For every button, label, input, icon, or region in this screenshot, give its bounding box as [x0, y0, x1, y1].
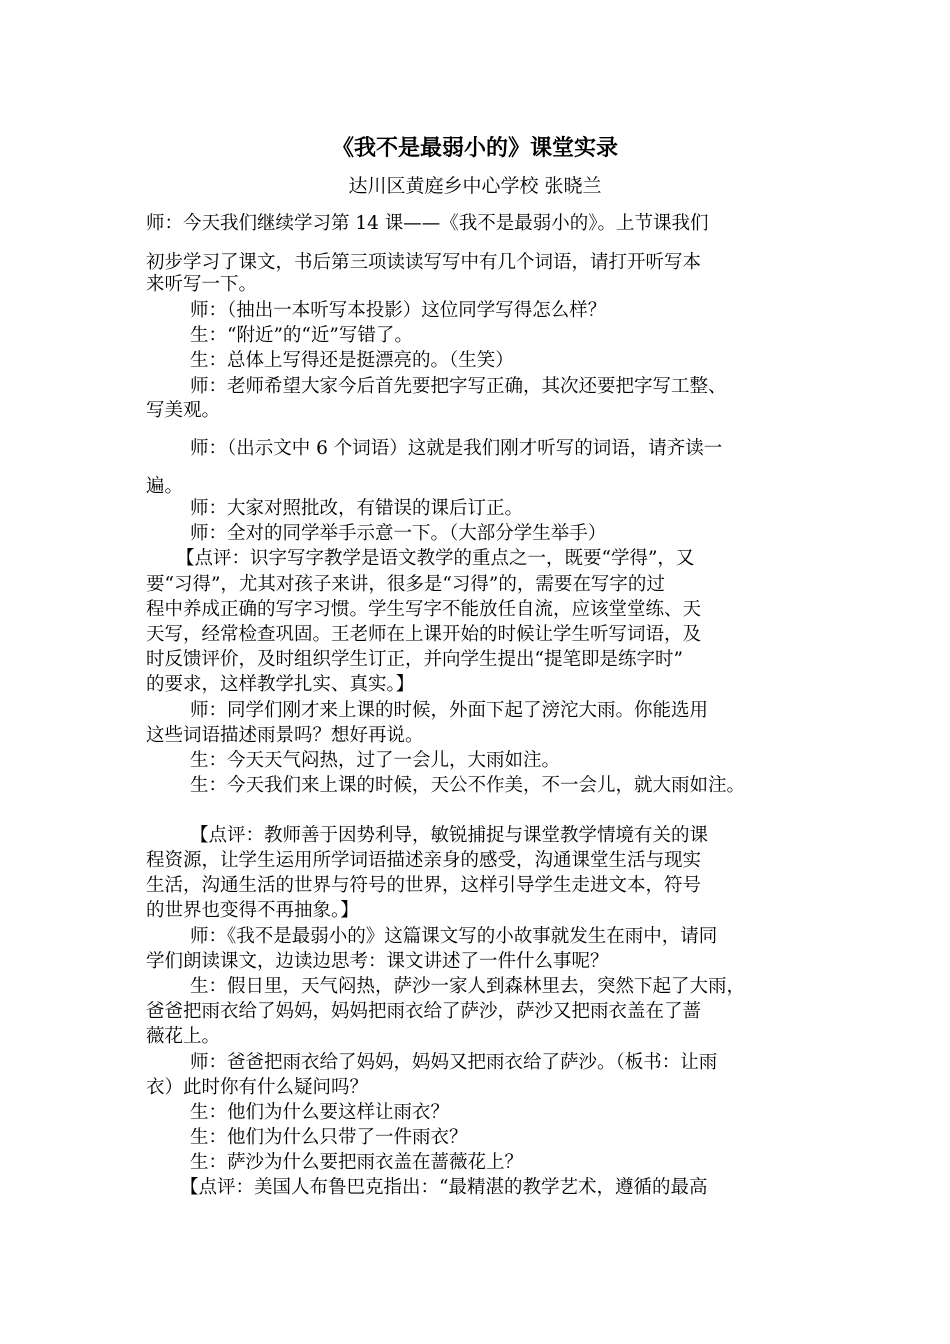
text-line: 师：（抽出一本听写本投影）这位同学写得怎么样？ — [190, 300, 607, 321]
text-line: 时反馈评价，及时组织学生订正，并向学生提出“提笔即是练字时” — [146, 649, 683, 670]
text-line: 【点评：教师善于因势利导，敏锐捕捉与课堂教学情境有关的课 — [190, 825, 709, 846]
text-line: 来听写一下。 — [146, 274, 258, 295]
text-line: 师：（出示文中 6 个词语）这就是我们刚才听写的词语，请齐读一 — [190, 438, 723, 459]
text-line: 衣）此时你有什么疑问吗？ — [146, 1077, 369, 1098]
text-line: 【点评：美国人布鲁巴克指出：“最精湛的教学艺术，遵循的最高 — [180, 1177, 708, 1198]
text-line: 程资源，让学生运用所学词语描述亲身的感受，沟通课堂生活与现实 — [146, 850, 702, 871]
text-line: 生：总体上写得还是挺漂亮的。（生笑） — [190, 350, 514, 371]
text-line: 生：萨沙为什么要把雨衣盖在蔷薇花上？ — [190, 1152, 524, 1173]
text-line: 薇花上。 — [146, 1026, 221, 1047]
text-line: 师：老师希望大家今后首先要把字写正确，其次还要把字写工整、 — [190, 376, 727, 397]
text-line: 程中养成正确的写字习惯。学生写字不能放任自流，应该堂堂练、天 — [146, 599, 702, 620]
text-line: 学们朗读课文，边读边思考：课文讲述了一件什么事呢？ — [146, 951, 609, 972]
text-line: 天写，经常检查巩固。王老师在上课开始的时候让学生听写词语，及 — [146, 624, 702, 645]
text-line: 生：今天天气闷热，过了一会儿，大雨如注。 — [190, 750, 561, 771]
text-line: 写美观。 — [146, 400, 221, 421]
text-line: 遍。 — [146, 476, 184, 497]
text-line: 要“习得”，尤其对孩子来讲，很多是“习得”的，需要在写字的过 — [146, 574, 665, 595]
text-line: 生：“附近”的“近”写错了。 — [190, 325, 413, 346]
text-line: 初步学习了课文，书后第三项读读写写中有几个词语，请打开听写本 — [146, 252, 702, 273]
text-line: 师：《我不是最弱小的》这篇课文写的小故事就发生在雨中，请同 — [190, 926, 718, 947]
text-line: 师：全对的同学举手示意一下。（大部分学生举手） — [190, 523, 607, 544]
text-line: 师：大家对照批改，有错误的课后订正。 — [190, 498, 524, 519]
text-line: 生：今天我们来上课的时候，天公不作美，不一会儿，就大雨如注。 — [190, 775, 746, 796]
document-author: 达川区黄庭乡中心学校 张晓兰 — [348, 175, 602, 197]
text-line: 生：他们为什么要这样让雨衣？ — [190, 1102, 450, 1123]
document-title: 《我不是最弱小的》课堂实录 — [331, 136, 618, 161]
text-line: 这些词语描述雨景吗？想好再说。 — [146, 725, 424, 746]
text-line: 爸爸把雨衣给了妈妈，妈妈把雨衣给了萨沙，萨沙又把雨衣盖在了蔷 — [146, 1001, 702, 1022]
text-line: 师：同学们刚才来上课的时候，外面下起了滂沱大雨。你能选用 — [190, 700, 709, 721]
text-line: 师：今天我们继续学习第 14 课——《我不是最弱小的》。上节课我们 — [146, 213, 709, 234]
text-line: 【点评：识字写字教学是语文教学的重点之一，既要“学得”，又 — [176, 548, 695, 569]
text-line: 生：他们为什么只带了一件雨衣？ — [190, 1127, 468, 1148]
text-line: 生：假日里，天气闷热，萨沙一家人到森林里去，突然下起了大雨， — [190, 976, 746, 997]
text-line: 生活，沟通生活的世界与符号的世界，这样引导学生走进文本，符号 — [146, 875, 702, 896]
text-line: 的要求，这样教学扎实、真实。】 — [146, 674, 415, 695]
text-line: 的世界也变得不再抽象。】 — [146, 900, 359, 921]
text-line: 师：爸爸把雨衣给了妈妈，妈妈又把雨衣给了萨沙。（板书：让雨 — [190, 1052, 718, 1073]
